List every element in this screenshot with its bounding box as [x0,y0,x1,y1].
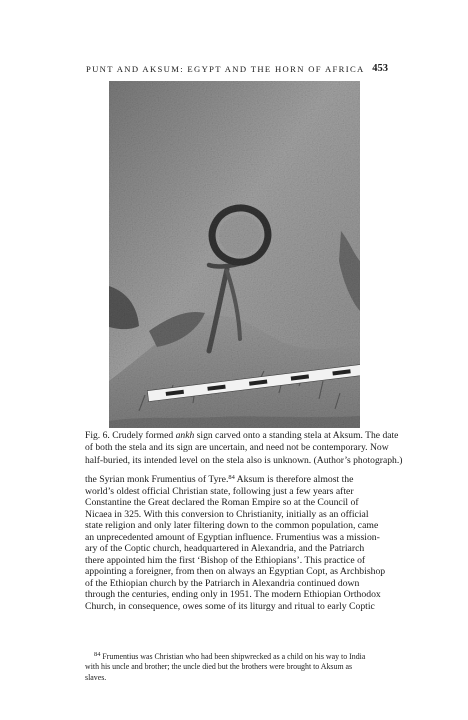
page-number: 453 [372,63,388,74]
body-line: ary of the Coptic church, headquartered in Alexandria, and the Patriarch [85,543,365,554]
footnote-line: slaves. [85,672,107,682]
body-line: of the Ethiopian church by the Patriarch in Alexandria continued down [85,577,360,589]
body-line: Church, in consequence, owes some of its liturgy and ritual to early Coptic [85,600,375,612]
running-title: PUNT AND AKSUM: EGYPT AND THE HORN OF AFRICA [86,64,365,74]
caption-line: of both the stela and its sign are uncertain, and need not be contemporary. Now [85,442,389,454]
stela-photograph [109,81,360,428]
body-line: an unprecedented amount of Egyptian influence. Frumentius was a mission- [85,531,380,543]
figure-caption [85,430,403,467]
body-line-first-prefix: the Syrian monk Frumentius of Tyre. [85,474,229,485]
body-line-first [85,472,390,486]
body-line: appointing a foreigner, from then on always an Egyptian Copt, as Archbishop [85,566,386,577]
body-line: world’s oldest official Christian state, following just a few years after [85,485,354,497]
body-line: Constantine the Great declared the Roman Empire so at the Council of [85,497,359,508]
footnote-line-first-text: Frumentius was Christian who had been shipwrecked as a child on his way to India [100,652,366,661]
body-line: Nicaea in 325. With this conversion to Christianity, initially as an official [85,508,369,520]
body-line: there appointed him the first ‘Bishop of the Ethiopians’. This practice of [85,554,366,566]
footnote-reference: 84 [228,474,235,481]
caption-line: half-buried, its intended level on the stela also is unknown. (Author’s photograph.) [85,454,403,466]
caption-line: Fig. 6. Crudely formed ankh sign carved onto a standing stela at Aksum. The date [85,430,399,441]
body-line-first-suffix: Aksum is therefore almost the [234,474,354,485]
running-head [86,64,388,80]
body-line: through the centuries, ending only in 1951. The modern Ethiopian Orthodox [85,589,381,600]
footnote [85,650,390,683]
body-line: state religion and only later filtering down to the common population, came [85,520,379,531]
footnote-number: 84 [94,651,101,658]
footnote-line-first [85,650,390,662]
body-text [85,472,390,612]
footnote-line: with his uncle and brother; the uncle died but the brothers were brought to Aksum as [85,662,353,672]
